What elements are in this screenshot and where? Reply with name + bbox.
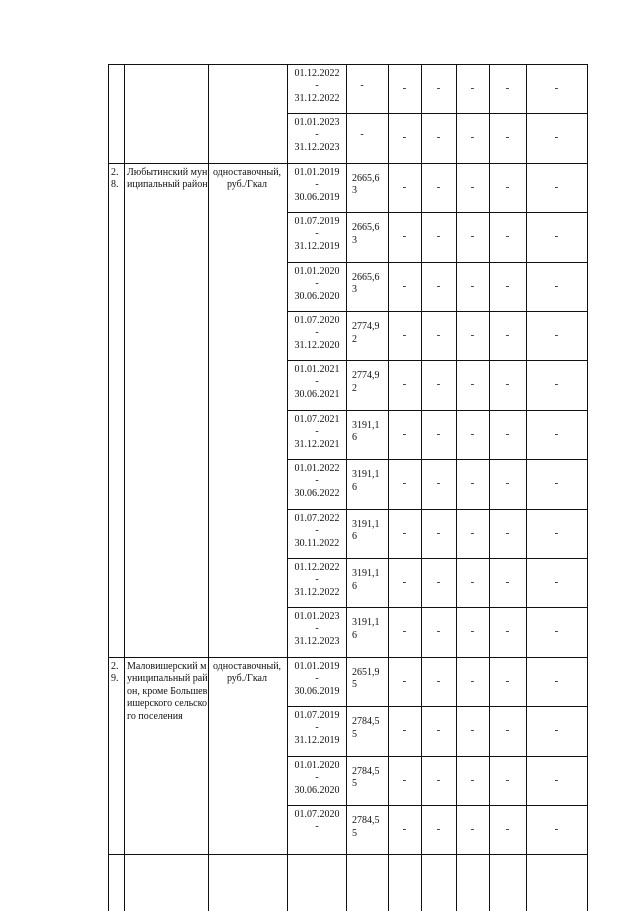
empty-value-dash: - [402,378,407,391]
empty-value-dash: - [402,477,407,490]
period-separator: - [315,327,319,338]
empty-value-dash: - [436,625,441,638]
period-row-border [287,360,588,361]
period-start: 01.01.2023 [294,611,340,623]
column-border-9 [526,64,527,911]
empty-value-dash: - [436,724,441,737]
period-start: 01.01.2023 [294,117,340,129]
period-start: 01.12.2022 [294,68,340,79]
period-end: 30.06.2019 [294,685,340,697]
empty-value-dash: - [554,230,559,243]
tariff-type: одноставочный, руб./Гкал [212,166,282,191]
column-border-7 [456,64,457,911]
empty-value-dash: - [505,823,510,835]
empty-value-dash: - [470,279,475,292]
period-start: 01.07.2022 [294,512,340,524]
empty-value-dash: - [505,180,510,193]
period-end: 31.12.2019 [294,735,340,747]
empty-value-dash: - [505,329,510,341]
empty-value-dash: - [505,477,510,490]
empty-value-dash: - [402,576,407,588]
period-end: 30.06.2020 [294,784,340,796]
period-separator: - [315,574,319,585]
tariff-value: 2665,63 [352,222,380,246]
empty-value-dash: - [554,279,559,292]
empty-value-dash: - [554,477,559,490]
empty-value-dash: - [554,724,559,737]
empty-value-dash: - [402,674,407,687]
period-end: 30.11.2022 [294,537,340,549]
empty-value-dash: - [470,427,475,440]
empty-value-dash: - [554,526,559,539]
tariff-value: 2651,95 [352,666,380,691]
tariff-value: 2774,92 [352,321,380,345]
empty-value-dash: - [505,131,510,144]
empty-value-dash: - [470,378,475,391]
period-separator: - [315,722,319,734]
column-border-10 [587,64,588,911]
tariff-value: 3191,16 [352,518,380,543]
district-name: Любытинский муниципальный район [127,166,208,191]
empty-value-dash: - [402,230,407,243]
empty-value-dash: - [436,279,441,292]
period-row-border [287,756,588,757]
empty-value-dash: - [436,131,441,144]
empty-value-dash: - [505,279,510,292]
empty-value-dash: - [402,131,407,144]
group-bottom-border [108,854,588,855]
period-start: 01.01.2021 [294,364,340,376]
empty-value-dash: - [554,131,559,144]
empty-value-dash: - [436,477,441,490]
tariff-value: 3191,16 [352,617,380,641]
period-separator: - [315,475,319,487]
empty-value-dash: - [505,82,510,94]
tariff-value: 2784,55 [352,815,380,839]
period-separator: - [315,80,319,91]
period-start: 01.01.2022 [294,463,340,475]
empty-value-dash: - [470,180,475,193]
empty-value-dash: - [402,82,407,94]
empty-value-dash: - [436,576,441,588]
empty-value-dash: - [436,378,441,391]
period-row-border [287,805,588,806]
empty-value-dash: - [505,526,510,539]
tariff-value: 3191,16 [352,419,380,444]
empty-value-dash: - [436,526,441,539]
period-separator: - [315,277,319,289]
period-separator: - [315,623,319,635]
district-name: Маловишерский муниципальный район, кроме Большевишерского сельского поселения [127,660,208,722]
empty-value-dash: - [470,82,475,94]
period-end: 30.06.2021 [294,389,340,401]
empty-value-dash: - [470,230,475,243]
period-row-border [287,459,588,460]
empty-value-dash: - [554,625,559,638]
empty-value-dash: - [505,625,510,638]
period-start: 01.07.2019 [294,710,340,722]
period-start: 01.01.2020 [294,265,340,277]
tariff-value: 2774,92 [352,370,380,394]
period-separator: - [315,228,319,240]
period-end: 31.12.2019 [294,241,340,253]
period-start: 01.07.2021 [294,413,340,425]
empty-value-dash: - [470,329,475,341]
row-number: 2. 9. [111,660,119,685]
tariff-value: 3191,16 [352,469,380,493]
period-row-border [287,311,588,312]
group-bottom-border [108,657,588,658]
empty-value-dash: - [505,230,510,243]
period-row-border [287,410,588,411]
period-separator: - [315,376,319,388]
empty-value-dash: - [436,329,441,341]
period-separator: - [315,178,319,190]
period-end: 30.06.2022 [294,488,340,500]
empty-value-dash: - [436,180,441,193]
empty-value-dash: - [470,625,475,638]
empty-value-dash: - [436,230,441,243]
period-end: 31.12.2023 [294,142,340,154]
empty-value-dash: - [554,180,559,193]
tariff-type: одноставочный, руб./Гкал [212,660,282,685]
period-end: 31.12.2021 [294,438,340,450]
empty-value-dash: - [402,427,407,440]
empty-value-dash: - [402,625,407,638]
tariff-value: - [360,129,364,141]
empty-value-dash: - [470,477,475,490]
empty-value-dash: - [554,773,559,786]
empty-value-dash: - [554,82,559,94]
period-end: 31.12.2023 [294,636,340,648]
empty-value-dash: - [402,329,407,341]
empty-value-dash: - [554,378,559,391]
empty-value-dash: - [505,773,510,786]
column-border-5 [388,64,389,911]
empty-value-dash: - [554,823,559,835]
column-border-6 [421,64,422,911]
column-border-4 [346,64,347,911]
period-separator: - [315,524,319,536]
period-end: 30.06.2020 [294,290,340,302]
period-start: 01.12.2022 [294,562,340,573]
period-end: 31.12.2022 [294,587,340,598]
empty-value-dash: - [402,180,407,193]
empty-value-dash: - [436,427,441,440]
empty-value-dash: - [402,724,407,737]
empty-value-dash: - [505,378,510,391]
period-end: 31.12.2020 [294,340,340,351]
period-separator: - [315,129,319,141]
period-start: 01.01.2020 [294,759,340,771]
period-start: 01.07.2020 [294,315,340,326]
period-row-border [287,113,588,114]
period-row-border [287,509,588,510]
empty-value-dash: - [505,576,510,588]
empty-value-dash: - [470,131,475,144]
empty-value-dash: - [470,674,475,687]
column-border-0 [108,64,109,911]
period-separator: - [315,425,319,437]
period-row-border [287,262,588,263]
empty-value-dash: - [402,279,407,292]
empty-value-dash: - [470,526,475,539]
empty-value-dash: - [470,773,475,786]
period-start: 01.07.2020 [294,809,340,820]
empty-value-dash: - [554,427,559,440]
period-row-border [287,706,588,707]
empty-value-dash: - [470,823,475,835]
period-start: 01.01.2019 [294,660,340,672]
empty-value-dash: - [505,427,510,440]
tariff-value: 2784,55 [352,716,380,740]
empty-value-dash: - [402,823,407,835]
empty-value-dash: - [436,82,441,94]
empty-value-dash: - [436,773,441,786]
tariff-value: - [360,80,364,91]
empty-value-dash: - [554,674,559,687]
empty-value-dash: - [470,724,475,737]
period-separator: - [315,672,319,684]
empty-value-dash: - [505,724,510,737]
tariff-value: 3191,16 [352,568,380,592]
period-start: 01.07.2019 [294,216,340,228]
empty-value-dash: - [554,576,559,588]
period-separator: - [315,771,319,783]
period-end: 30.06.2019 [294,191,340,203]
group-bottom-border [108,163,588,164]
empty-value-dash: - [436,674,441,687]
empty-value-dash: - [554,329,559,341]
empty-value-dash: - [470,576,475,588]
period-start: 01.01.2019 [294,166,340,178]
tariff-value: 2665,63 [352,271,380,296]
table-top-border [108,64,588,65]
row-number: 2. 8. [111,166,119,191]
period-end: 31.12.2022 [294,93,340,104]
empty-value-dash: - [436,823,441,835]
period-row-border [287,212,588,213]
column-border-8 [489,64,490,911]
tariff-value: 2665,63 [352,172,380,197]
empty-value-dash: - [402,526,407,539]
period-row-border [287,607,588,608]
empty-value-dash: - [402,773,407,786]
tariff-value: 2784,55 [352,765,380,790]
period-row-border [287,558,588,559]
period-separator: - [315,821,319,832]
empty-value-dash: - [505,674,510,687]
